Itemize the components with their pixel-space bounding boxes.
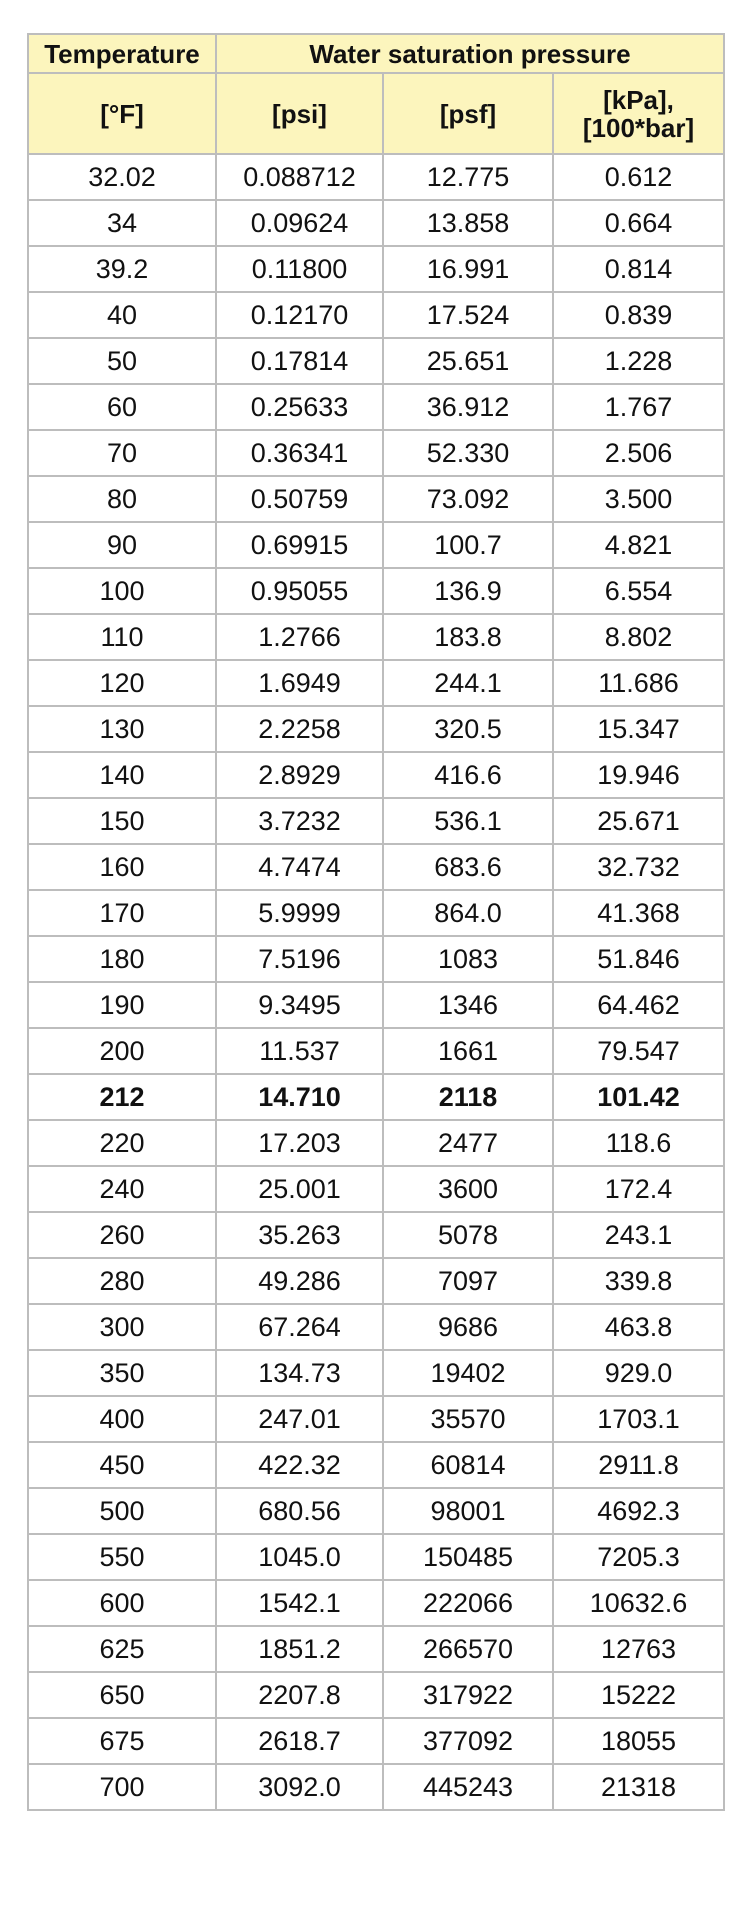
table-row (28, 292, 724, 338)
psi-cell: 0.12170 (216, 292, 383, 338)
psf-cell: 19402 (383, 1350, 553, 1396)
psi-cell: 2207.8 (216, 1672, 383, 1718)
temperature-header: Temperature (28, 34, 216, 73)
temperature-cell: 350 (28, 1350, 216, 1396)
psf-cell: 864.0 (383, 890, 553, 936)
temperature-cell: 300 (28, 1304, 216, 1350)
psf-cell: 222066 (383, 1580, 553, 1626)
table-row (28, 1120, 724, 1166)
table-row (28, 706, 724, 752)
table-row (28, 338, 724, 384)
kpa-cell: 0.814 (553, 246, 724, 292)
kpa-cell: 101.42 (553, 1074, 724, 1120)
kpa-cell: 0.612 (553, 154, 724, 200)
psi-cell: 1.2766 (216, 614, 383, 660)
psf-cell: 7097 (383, 1258, 553, 1304)
temperature-cell: 700 (28, 1764, 216, 1810)
psf-cell: 17.524 (383, 292, 553, 338)
temperature-cell: 400 (28, 1396, 216, 1442)
psf-cell: 683.6 (383, 844, 553, 890)
temperature-cell: 212 (28, 1074, 216, 1120)
kpa-cell: 41.368 (553, 890, 724, 936)
psi-cell: 49.286 (216, 1258, 383, 1304)
psf-cell: 5078 (383, 1212, 553, 1258)
kpa-cell: 7205.3 (553, 1534, 724, 1580)
psi-cell: 680.56 (216, 1488, 383, 1534)
table-row (28, 1304, 724, 1350)
table-row (28, 1074, 724, 1120)
table-row (28, 430, 724, 476)
kpa-cell: 2.506 (553, 430, 724, 476)
unit-kpa-line1: [kPa], (603, 84, 674, 115)
psi-cell: 0.09624 (216, 200, 383, 246)
table-row (28, 200, 724, 246)
temperature-cell: 650 (28, 1672, 216, 1718)
psf-cell: 244.1 (383, 660, 553, 706)
psf-cell: 3600 (383, 1166, 553, 1212)
unit-psi: [psi] (216, 73, 383, 154)
temperature-cell: 260 (28, 1212, 216, 1258)
psi-cell: 35.263 (216, 1212, 383, 1258)
kpa-cell: 1.767 (553, 384, 724, 430)
psf-cell: 52.330 (383, 430, 553, 476)
psi-cell: 2.2258 (216, 706, 383, 752)
kpa-cell: 2911.8 (553, 1442, 724, 1488)
kpa-cell: 118.6 (553, 1120, 724, 1166)
psi-cell: 0.95055 (216, 568, 383, 614)
temperature-cell: 600 (28, 1580, 216, 1626)
psf-cell: 1083 (383, 936, 553, 982)
psf-cell: 36.912 (383, 384, 553, 430)
temperature-cell: 190 (28, 982, 216, 1028)
table-row (28, 660, 724, 706)
table-row (28, 1442, 724, 1488)
table-row (28, 246, 724, 292)
temperature-cell: 160 (28, 844, 216, 890)
psf-cell: 136.9 (383, 568, 553, 614)
psf-cell: 317922 (383, 1672, 553, 1718)
psf-cell: 13.858 (383, 200, 553, 246)
kpa-cell: 463.8 (553, 1304, 724, 1350)
psf-cell: 320.5 (383, 706, 553, 752)
header-row-titles (28, 34, 724, 73)
table-row (28, 936, 724, 982)
kpa-cell: 21318 (553, 1764, 724, 1810)
psi-cell: 1.6949 (216, 660, 383, 706)
unit-kpa (553, 73, 724, 154)
table-row (28, 1534, 724, 1580)
temperature-cell: 675 (28, 1718, 216, 1764)
psf-cell: 416.6 (383, 752, 553, 798)
header-row-units (28, 73, 724, 154)
temperature-cell: 625 (28, 1626, 216, 1672)
kpa-cell: 15.347 (553, 706, 724, 752)
table-row (28, 1350, 724, 1396)
table-row (28, 1212, 724, 1258)
temperature-cell: 140 (28, 752, 216, 798)
psf-cell: 60814 (383, 1442, 553, 1488)
table-row (28, 1764, 724, 1810)
psf-cell: 2477 (383, 1120, 553, 1166)
temperature-cell: 80 (28, 476, 216, 522)
table-row (28, 1672, 724, 1718)
psi-cell: 0.088712 (216, 154, 383, 200)
psi-cell: 7.5196 (216, 936, 383, 982)
temperature-cell: 50 (28, 338, 216, 384)
unit-kpa-line2: [100*bar] (582, 112, 695, 143)
psf-cell: 2118 (383, 1074, 553, 1120)
unit-psf: [psf] (383, 73, 553, 154)
table-header (28, 34, 724, 154)
psi-cell: 1851.2 (216, 1626, 383, 1672)
kpa-cell: 11.686 (553, 660, 724, 706)
kpa-cell: 0.839 (553, 292, 724, 338)
kpa-cell: 172.4 (553, 1166, 724, 1212)
psi-cell: 0.50759 (216, 476, 383, 522)
kpa-cell: 12763 (553, 1626, 724, 1672)
kpa-cell: 1703.1 (553, 1396, 724, 1442)
psi-cell: 0.36341 (216, 430, 383, 476)
temperature-cell: 40 (28, 292, 216, 338)
temperature-cell: 60 (28, 384, 216, 430)
psf-cell: 183.8 (383, 614, 553, 660)
table-row (28, 890, 724, 936)
table-row (28, 1718, 724, 1764)
psi-cell: 14.710 (216, 1074, 383, 1120)
temperature-cell: 280 (28, 1258, 216, 1304)
saturation-table-container (27, 33, 723, 1811)
psf-cell: 445243 (383, 1764, 553, 1810)
temperature-cell: 220 (28, 1120, 216, 1166)
kpa-cell: 4692.3 (553, 1488, 724, 1534)
temperature-cell: 200 (28, 1028, 216, 1074)
table-row (28, 154, 724, 200)
psf-cell: 266570 (383, 1626, 553, 1672)
psf-cell: 377092 (383, 1718, 553, 1764)
psf-cell: 35570 (383, 1396, 553, 1442)
psf-cell: 1346 (383, 982, 553, 1028)
table-row (28, 1028, 724, 1074)
table-row (28, 476, 724, 522)
psf-cell: 1661 (383, 1028, 553, 1074)
psi-cell: 0.11800 (216, 246, 383, 292)
kpa-cell: 10632.6 (553, 1580, 724, 1626)
table-row (28, 798, 724, 844)
table-row (28, 1488, 724, 1534)
kpa-cell: 25.671 (553, 798, 724, 844)
table-row (28, 752, 724, 798)
temperature-cell: 90 (28, 522, 216, 568)
psi-cell: 5.9999 (216, 890, 383, 936)
temperature-cell: 150 (28, 798, 216, 844)
temperature-cell: 32.02 (28, 154, 216, 200)
psi-cell: 0.17814 (216, 338, 383, 384)
temperature-cell: 130 (28, 706, 216, 752)
psi-cell: 134.73 (216, 1350, 383, 1396)
kpa-cell: 6.554 (553, 568, 724, 614)
unit-fahrenheit: [°F] (28, 73, 216, 154)
kpa-cell: 0.664 (553, 200, 724, 246)
table-row (28, 384, 724, 430)
table-row (28, 1258, 724, 1304)
temperature-cell: 100 (28, 568, 216, 614)
temperature-cell: 500 (28, 1488, 216, 1534)
psi-cell: 67.264 (216, 1304, 383, 1350)
psf-cell: 98001 (383, 1488, 553, 1534)
temperature-cell: 110 (28, 614, 216, 660)
kpa-cell: 19.946 (553, 752, 724, 798)
psf-cell: 12.775 (383, 154, 553, 200)
kpa-cell: 64.462 (553, 982, 724, 1028)
table-row (28, 522, 724, 568)
temperature-cell: 240 (28, 1166, 216, 1212)
psf-cell: 9686 (383, 1304, 553, 1350)
kpa-cell: 1.228 (553, 338, 724, 384)
kpa-cell: 32.732 (553, 844, 724, 890)
temperature-cell: 180 (28, 936, 216, 982)
water-saturation-pressure-table (27, 33, 725, 1811)
kpa-cell: 8.802 (553, 614, 724, 660)
kpa-cell: 4.821 (553, 522, 724, 568)
psi-cell: 2.8929 (216, 752, 383, 798)
kpa-cell: 929.0 (553, 1350, 724, 1396)
psi-cell: 422.32 (216, 1442, 383, 1488)
table-body (28, 154, 724, 1810)
kpa-cell: 51.846 (553, 936, 724, 982)
temperature-cell: 39.2 (28, 246, 216, 292)
psi-cell: 3092.0 (216, 1764, 383, 1810)
kpa-cell: 3.500 (553, 476, 724, 522)
temperature-cell: 120 (28, 660, 216, 706)
kpa-cell: 15222 (553, 1672, 724, 1718)
psf-cell: 150485 (383, 1534, 553, 1580)
table-row (28, 1396, 724, 1442)
psf-cell: 536.1 (383, 798, 553, 844)
psf-cell: 73.092 (383, 476, 553, 522)
temperature-cell: 34 (28, 200, 216, 246)
kpa-cell: 243.1 (553, 1212, 724, 1258)
pressure-header: Water saturation pressure (216, 34, 724, 73)
table-row (28, 982, 724, 1028)
psi-cell: 11.537 (216, 1028, 383, 1074)
table-row (28, 1626, 724, 1672)
psi-cell: 4.7474 (216, 844, 383, 890)
psf-cell: 25.651 (383, 338, 553, 384)
temperature-cell: 170 (28, 890, 216, 936)
psf-cell: 16.991 (383, 246, 553, 292)
table-row (28, 1580, 724, 1626)
temperature-cell: 70 (28, 430, 216, 476)
psi-cell: 17.203 (216, 1120, 383, 1166)
psf-cell: 100.7 (383, 522, 553, 568)
table-row (28, 1166, 724, 1212)
psi-cell: 1045.0 (216, 1534, 383, 1580)
psi-cell: 3.7232 (216, 798, 383, 844)
table-row (28, 614, 724, 660)
temperature-cell: 450 (28, 1442, 216, 1488)
psi-cell: 9.3495 (216, 982, 383, 1028)
table-row (28, 844, 724, 890)
psi-cell: 247.01 (216, 1396, 383, 1442)
kpa-cell: 339.8 (553, 1258, 724, 1304)
temperature-cell: 550 (28, 1534, 216, 1580)
psi-cell: 0.25633 (216, 384, 383, 430)
psi-cell: 2618.7 (216, 1718, 383, 1764)
kpa-cell: 79.547 (553, 1028, 724, 1074)
kpa-cell: 18055 (553, 1718, 724, 1764)
psi-cell: 25.001 (216, 1166, 383, 1212)
psi-cell: 1542.1 (216, 1580, 383, 1626)
table-row (28, 568, 724, 614)
psi-cell: 0.69915 (216, 522, 383, 568)
